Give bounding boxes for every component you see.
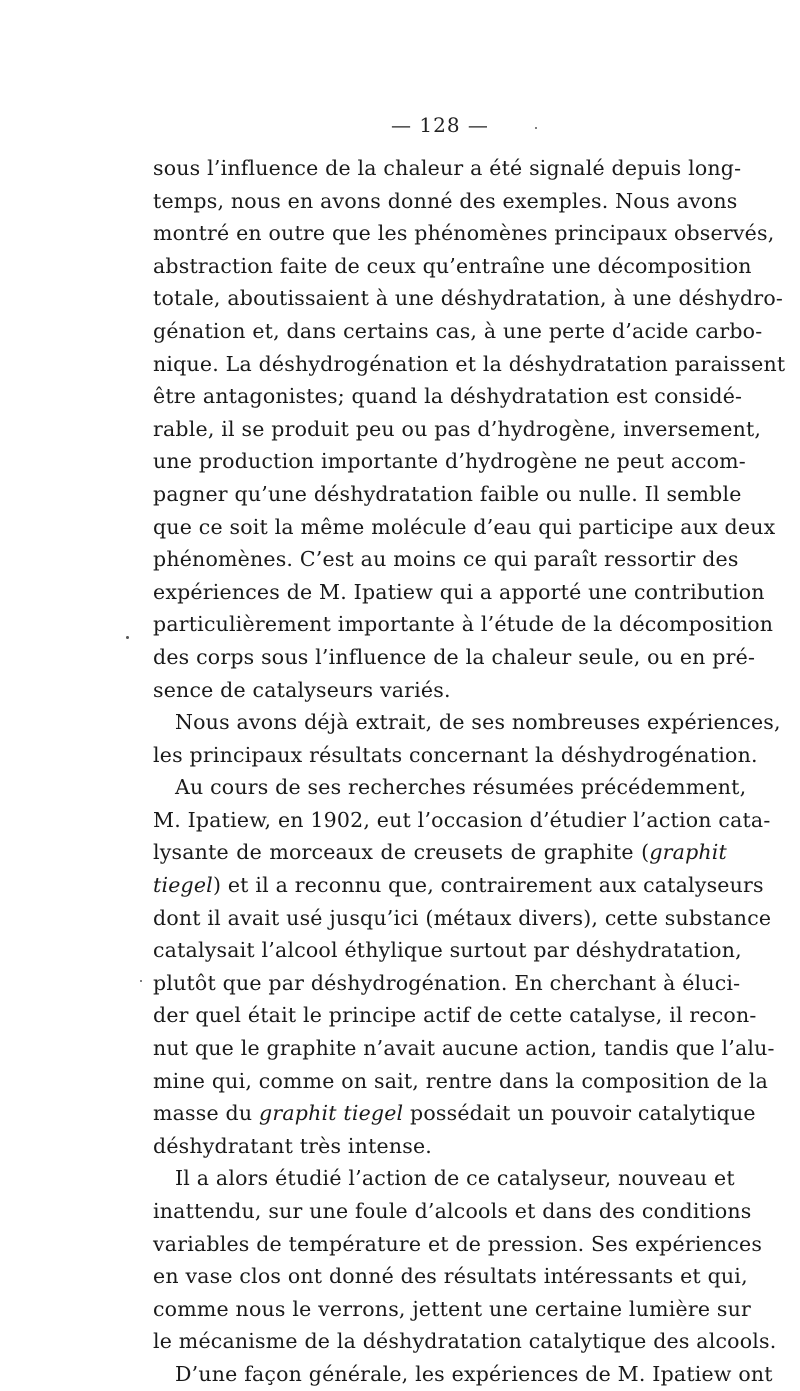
- text-line: expériences de M. Ipatiew qui a apporté une contribution: [153, 579, 765, 604]
- text-line: Au cours de ses recherches résumées précédemment,: [175, 775, 747, 800]
- text-line: particulièrement importante à l’étude de la décomposition: [153, 612, 774, 637]
- text-line: en vase clos ont donné des résultats intéressants et qui,: [153, 1264, 748, 1289]
- stray-mark: [126, 636, 129, 639]
- text-line: Nous avons déjà extrait, de ses nombreuses expériences,: [175, 710, 781, 735]
- text-line: [153, 1097, 756, 1130]
- text-line: abstraction faite de ceux qu’entraîne une décomposition: [153, 253, 752, 278]
- page-number: — 128 —: [391, 113, 489, 137]
- italic-term: tiegel: [153, 873, 213, 898]
- text-line: [153, 869, 764, 902]
- text-line: phénomènes. C’est au moins ce qui paraît ressortir des: [153, 547, 739, 572]
- stray-mark: [140, 980, 142, 982]
- body-text: [153, 152, 786, 1391]
- text-line: sous l’influence de la chaleur a été signalé depuis long-: [153, 156, 742, 180]
- text-line: le mécanisme de la déshydratation catalytique des alcools.: [153, 1329, 777, 1354]
- text-line: D’une façon générale, les expériences de M. Ipatiew ont: [175, 1361, 773, 1386]
- text-line: être antagonistes; quand la déshydratation est considé-: [153, 384, 743, 409]
- text-segment: lysante de morceaux de creusets de graphite (: [153, 840, 650, 865]
- text-line: des corps sous l’influence de la chaleur seule, ou en pré-: [153, 644, 756, 669]
- text-line: que ce soit la même molécule d’eau qui participe aux deux: [153, 514, 776, 539]
- text-line: génation et, dans certains cas, à une perte d’acide carbo-: [153, 318, 763, 343]
- text-line: déshydratant très intense.: [153, 1133, 433, 1158]
- italic-term: graphit: [649, 840, 727, 865]
- text-segment: possédait un pouvoir catalytique: [403, 1101, 756, 1126]
- text-line: une production importante d’hydrogène ne peut accom-: [153, 449, 746, 474]
- text-line: temps, nous en avons donné des exemples. Nous avons: [153, 188, 738, 213]
- text-line: nique. La déshydrogénation et la déshydratation paraissent: [153, 351, 786, 376]
- text-line: inattendu, sur une foule d’alcools et dans des conditions: [153, 1199, 752, 1223]
- text-line: M. Ipatiew, en 1902, eut l’occasion d’étudier l’action cata-: [153, 807, 771, 832]
- text-line: pagner qu’une déshydratation faible ou nulle. Il semble: [153, 481, 742, 506]
- text-line: nut que le graphite n’avait aucune action, tandis que l’alu-: [153, 1036, 775, 1061]
- text-line: rable, il se produit peu ou pas d’hydrogène, inversement,: [153, 416, 762, 441]
- text-line: variables de température et de pression. Ses expériences: [153, 1231, 763, 1256]
- italic-term: graphit tiegel: [259, 1101, 404, 1126]
- text-line: der quel était le principe actif de cette catalyse, il recon-: [153, 1003, 757, 1028]
- text-line: Il a alors étudié l’action de ce catalyseur, nouveau et: [175, 1166, 735, 1191]
- text-line: mine qui, comme on sait, rentre dans la composition de la: [153, 1068, 769, 1093]
- text-line: [153, 836, 727, 869]
- text-line: sence de catalyseurs variés.: [153, 677, 451, 702]
- stray-mark: [535, 127, 537, 129]
- text-line: montré en outre que les phénomènes principaux observés,: [153, 221, 775, 246]
- text-line: les principaux résultats concernant la déshydrogénation.: [153, 742, 758, 767]
- text-line: totale, aboutissaient à une déshydratation, à une déshydro-: [153, 286, 784, 311]
- text-line: dont il avait usé jusqu’ici (métaux divers), cette substance: [153, 905, 772, 930]
- text-line: plutôt que par déshydrogénation. En cherchant à éluci-: [153, 970, 741, 995]
- text-segment: masse du: [153, 1101, 259, 1126]
- text-line: catalysait l’alcool éthylique surtout par déshydratation,: [153, 938, 742, 963]
- text-line: comme nous le verrons, jettent une certaine lumière sur: [153, 1296, 751, 1321]
- text-segment: ) et il a reconnu que, contrairement aux catalyseurs: [212, 873, 764, 898]
